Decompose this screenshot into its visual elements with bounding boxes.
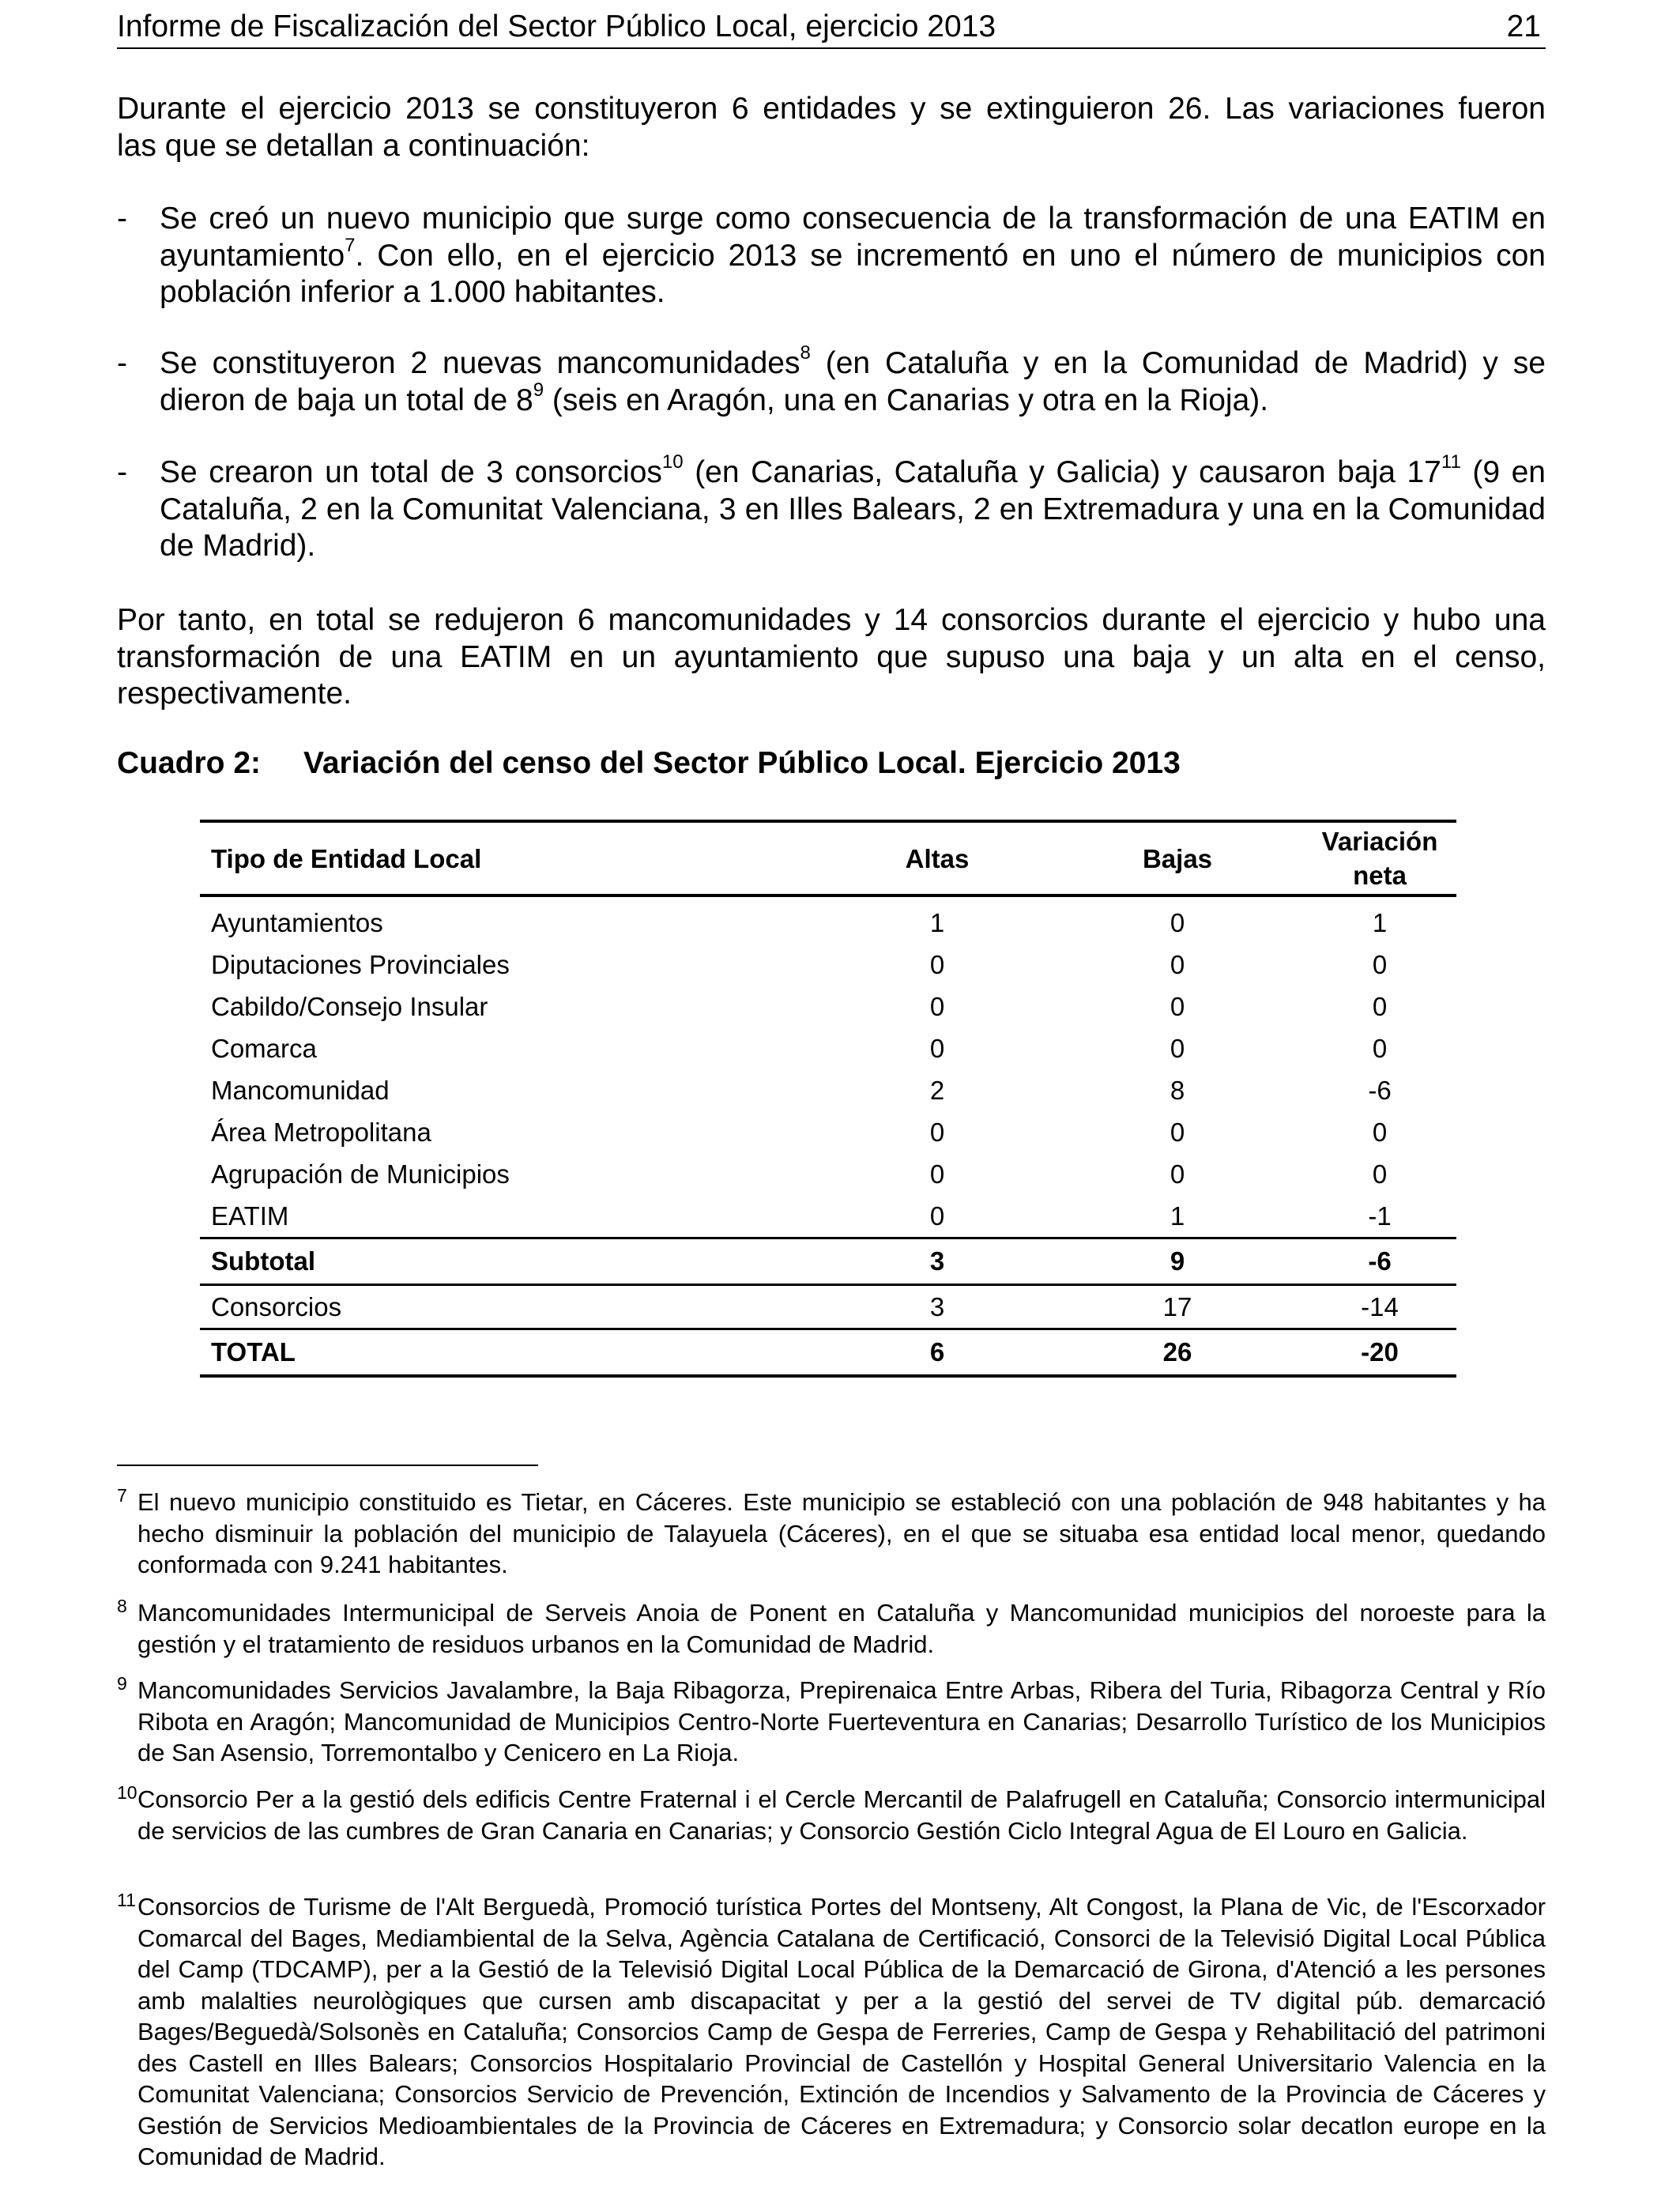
footnote-ref: 7	[345, 234, 356, 256]
bullet-dash: -	[117, 346, 127, 380]
footnote-number: 11	[117, 1890, 136, 1910]
footnote-text: Consorcio Per a la gestió dels edificis Centre Fraternal i el Cercle Mercantil de Palafrugell en Cataluña; Consorcio intermunicipal de servicios de las cumbres de Gran Canaria en Canarias; y Consorcio Gestión Ciclo Integral Agua de El Louro en Galicia.	[137, 1785, 1546, 1845]
footnote-ref: 8	[800, 342, 811, 364]
footnote	[117, 1487, 1546, 1581]
intro-line-1: Durante el ejercicio 2013 se constituyeron 6 entidades y se extinguieron 26. Las variaciones fueron	[117, 92, 1546, 126]
census-variation-table	[200, 820, 1456, 1378]
bullet-item	[117, 451, 1546, 565]
footnote-ref: 11	[1441, 451, 1461, 473]
caption-label: Cuadro 2:	[117, 746, 262, 780]
table-row: Cabildo/Consejo Insular 0 0 0	[211, 991, 1388, 1021]
footnote	[117, 1891, 1546, 2173]
table-row: Área Metropolitana 0 0 0	[211, 1117, 1388, 1147]
table-row: Comarca 0 0 0	[211, 1033, 1388, 1063]
footnote-number: 8	[117, 1596, 127, 1616]
footnote	[117, 1784, 1546, 1846]
footnote-ref: 9	[533, 379, 544, 401]
bullet-dash: -	[117, 455, 127, 489]
table-caption	[117, 743, 1181, 784]
subtotal-row: Subtotal 3 9 -6	[200, 1238, 1456, 1285]
footnote	[117, 1675, 1546, 1769]
report-title: Informe de Fiscalización del Sector Público Local, ejercicio 2013	[117, 9, 996, 43]
col-header-altas: Altas	[905, 843, 970, 873]
page-number: 21	[1506, 9, 1541, 43]
total-row: TOTAL 6 26 -20	[200, 1329, 1456, 1377]
table-row: Consorcios 3 17 -14	[211, 1291, 1399, 1321]
bullet-item	[117, 342, 1546, 419]
footnote-ref: 10	[661, 451, 684, 473]
bullet-text: Se constituyeron 2 nuevas mancomunidades$^8$ (en Cataluña y en la Comunidad de Madrid) y se dieron de baja un total de $8^9$ (seis en Aragón, una en Canarias y otra en la Rioja).	[160, 342, 1546, 417]
footnote-number: 10	[117, 1782, 137, 1803]
bullet-text: Se creó un nuevo municipio que surge como consecuencia de la transformación de una EATIM en ayuntamiento$^7$. Con ello, en el ejercicio 2013 se incrementó en uno el número de municipios con población inferior a 1.000 habitantes.	[160, 202, 1546, 309]
footnote-text: Consorcios de Turisme de l'Alt Berguedà, Promoció turística Portes del Montseny, Alt Congost, la Plana de Vic, de l'Escorxador Comarcal del Bages, Mediambiental de la Selva, Agència Catalana de Certificació, Consorci de la Televisió Digital Local Pública del Camp (TDCAMP), per a la Gestió de la Televisió Digital Local Pública de la Demarcació de Girona, d'Atenció a les persones amb malalties neurològiques que cursen amb discapacitat y per a la gestió del servei de TV digital púb. demarcació Bages/Beguedà/Solsonès en Cataluña; Consorcios Camp de Gespa de Ferreries, Camp de Gespa y Rehabilitació del patrimoni des Castell en Illes Balears; Consorcios Hospitalario Provincial de Castellón y Hospital General Universitario Valencia en la Comunitat Valenciana; Consorcios Servicio de Prevención, Extinción de Incendios y Salvamento de la Provincia de Cáceres y Gestión de Servicios Medioambientales de la Provincia de Cáceres en Extremadura; y Consorcio solar decatlon europe en la Comunidad de Madrid.	[137, 1893, 1546, 2170]
footnote-text: Mancomunidades Servicios Javalambre, la Baja Ribagorza, Prepirenaica Entre Arbas, Ribera del Turia, Ribagorza Central y Río Ribota en Aragón; Mancomunidad de Municipios Centro-Norte Fuerteventura en Canarias; Desarrollo Turístico de los Municipios de San Asensio, Torremontalbo y Cenicero en La Rioja.	[137, 1676, 1546, 1766]
summary-text: Por tanto, en total se redujeron 6 mancomunidades y 14 consorcios durante el ejercicio y hubo una transformación de una EATIM en un ayuntamiento que supuso una baja y un alta en el censo, respectivamente.	[117, 603, 1546, 711]
summary-paragraph	[117, 602, 1546, 713]
page-header	[117, 6, 1546, 49]
table-header-row	[200, 821, 1456, 895]
table-row: Agrupación de Municipios 0 0 0	[211, 1159, 1388, 1189]
col-header-bajas: Bajas	[1142, 843, 1213, 873]
col-header-variacion: Variación neta	[1321, 827, 1438, 890]
table-row: Mancomunidad 2 8 -6	[211, 1075, 1392, 1105]
col-header-tipo: Tipo de Entidad Local	[211, 843, 482, 873]
footnote-text: El nuevo municipio constituido es Tietar, en Cáceres. Este municipio se estableció con una población de 948 habitantes y ha hecho disminuir la población del municipio de Talayuela (Cáceres), en el que se situaba esa entidad local menor, quedando conformada con 9.241 habitantes.	[137, 1488, 1546, 1578]
intro-paragraph	[117, 91, 1546, 164]
bullet-dash: -	[117, 202, 127, 236]
footnote	[117, 1597, 1546, 1660]
bullet-text: Se crearon un total de 3 consorcios$^{10}$ (en Canarias, Cataluña y Galicia) y causaron baja $17^{11}$ (9 en Cataluña, 2 en la Comunitat Valenciana, 3 en Illes Balears, 2 en Extremadura y una en la Comunidad de Madrid).	[160, 451, 1546, 563]
bullet-item	[117, 201, 1546, 311]
table-row: Diputaciones Provinciales 0 0 0	[211, 949, 1388, 979]
caption-title: Variación del censo del Sector Público Local. Ejercicio 2013	[303, 746, 1181, 780]
footnote-divider	[117, 1465, 538, 1466]
intro-line-2: las que se detallan a continuación:	[117, 128, 590, 163]
table-row: Ayuntamientos 1 0 1	[211, 907, 1388, 937]
footnote-number: 7	[117, 1485, 127, 1506]
table-row: EATIM 0 1 -1	[211, 1201, 1392, 1231]
footnote-number: 9	[117, 1673, 127, 1694]
footnote-text: Mancomunidades Intermunicipal de Serveis Anoia de Ponent en Cataluña y Mancomunidad municipios del noroeste para la gestión y el tratamiento de residuos urbanos en la Comunidad de Madrid.	[137, 1599, 1546, 1658]
